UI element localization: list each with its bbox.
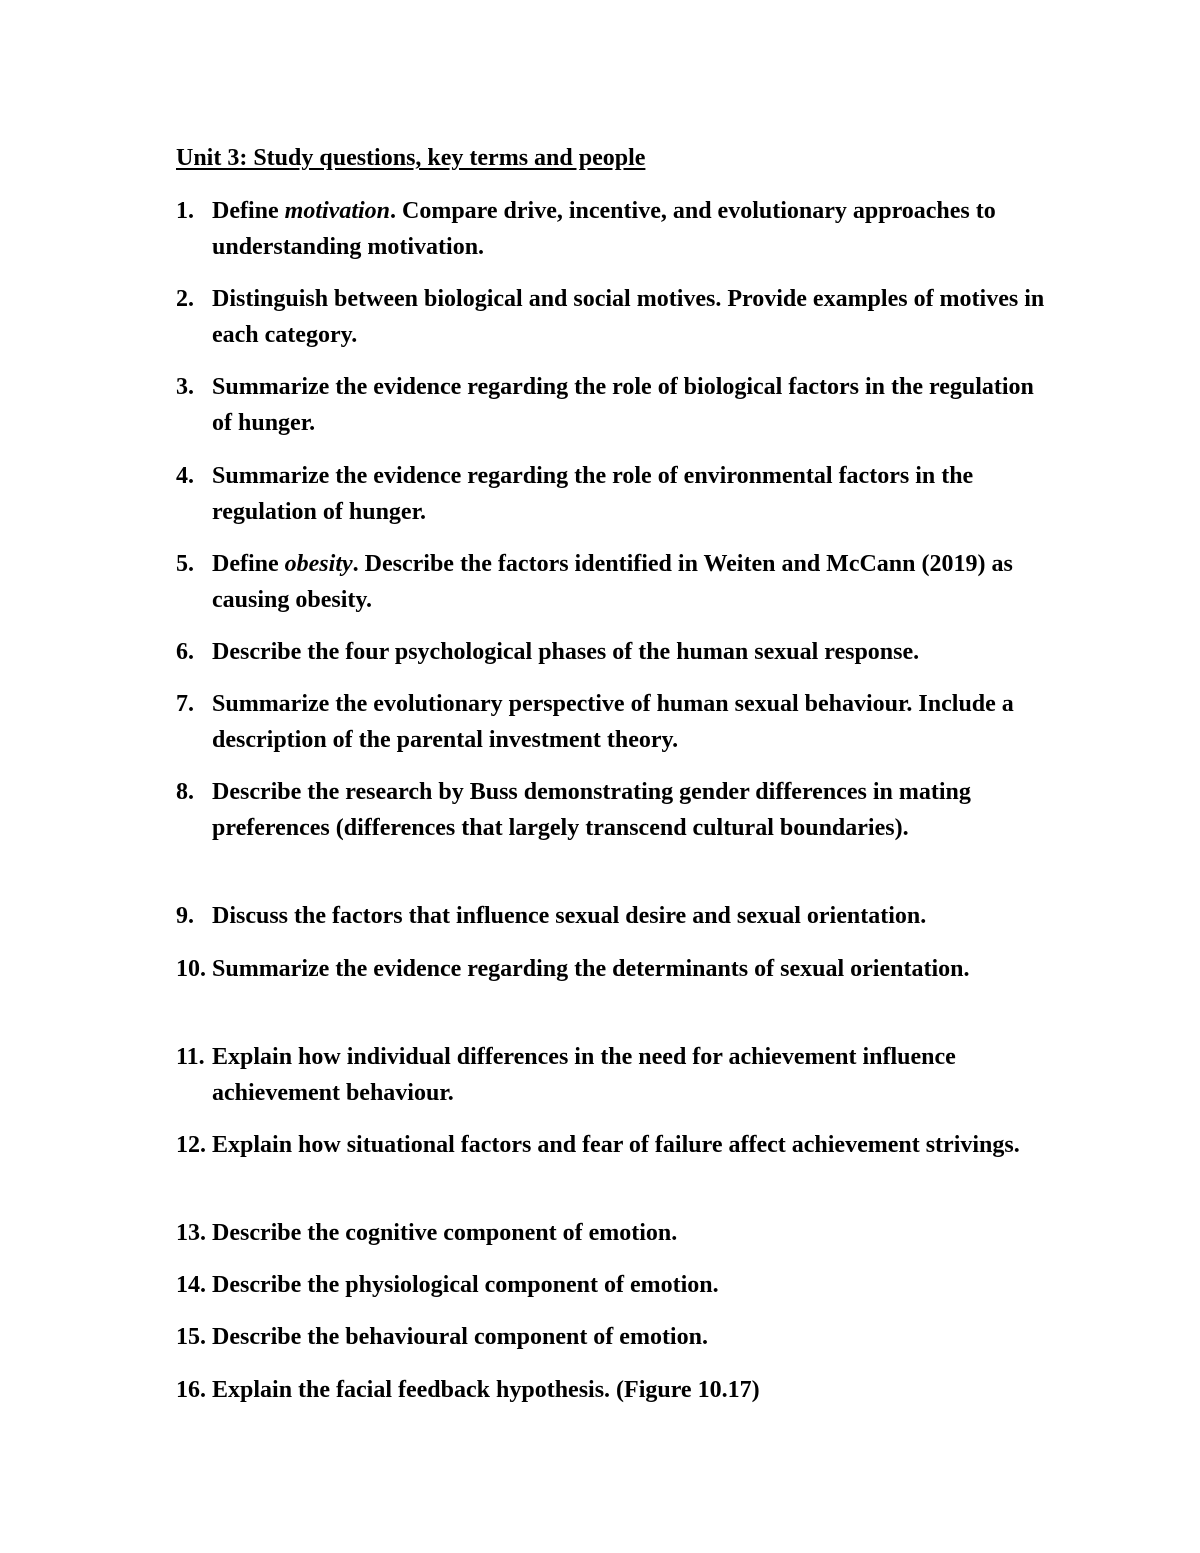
question-number: 12. bbox=[176, 1132, 206, 1158]
question-item bbox=[176, 193, 1056, 265]
question-text: Discuss the factors that influence sexual desire and sexual orientation. bbox=[212, 903, 927, 929]
question-number: 6. bbox=[176, 639, 194, 665]
question-item bbox=[176, 951, 1056, 987]
question-text: Describe the research by Buss demonstrating gender differences in mating preferences (differences that largely transcend cultural boundaries). bbox=[212, 779, 971, 841]
question-item bbox=[176, 281, 1056, 353]
question-text: Describe the four psychological phases of the human sexual response. bbox=[212, 639, 920, 665]
question-text: Summarize the evidence regarding the role of environmental factors in the regulation of hunger. bbox=[212, 463, 974, 525]
question-text: Explain the facial feedback hypothesis. (Figure 10.17) bbox=[212, 1377, 760, 1403]
question-item bbox=[176, 1215, 1056, 1251]
question-text: Explain how individual differences in the need for achievement influence achievement behaviour. bbox=[212, 1044, 956, 1106]
question-text: Summarize the evidence regarding the determinants of sexual orientation. bbox=[212, 956, 970, 982]
question-number: 16. bbox=[176, 1377, 206, 1403]
question-item bbox=[176, 1039, 1056, 1111]
question-item bbox=[176, 546, 1056, 618]
question-number: 9. bbox=[176, 903, 194, 929]
question-number: 15. bbox=[176, 1324, 206, 1350]
question-number: 1. bbox=[176, 198, 194, 224]
question-number: 5. bbox=[176, 551, 194, 577]
question-text: Describe the behavioural component of emotion. bbox=[212, 1324, 708, 1350]
question-item bbox=[176, 369, 1056, 441]
question-text: Describe the cognitive component of emotion. bbox=[212, 1220, 678, 1246]
question-item bbox=[176, 774, 1056, 846]
question-item bbox=[176, 458, 1056, 530]
question-number: 8. bbox=[176, 779, 194, 805]
question-number: 3. bbox=[176, 374, 194, 400]
question-number: 13. bbox=[176, 1220, 206, 1246]
question-number: 2. bbox=[176, 286, 194, 312]
question-item bbox=[176, 1319, 1056, 1355]
key-term: motivation bbox=[284, 198, 390, 224]
key-term: obesity bbox=[284, 551, 353, 577]
question-text: Explain how situational factors and fear of failure affect achievement strivings. bbox=[212, 1132, 1020, 1158]
question-number: 7. bbox=[176, 691, 194, 717]
question-text: Define motivation. Compare drive, incentive, and evolutionary approaches to understanding motivation. bbox=[212, 198, 996, 260]
question-item bbox=[176, 1267, 1056, 1303]
question-item bbox=[176, 1127, 1056, 1163]
question-item bbox=[176, 1372, 1056, 1408]
question-item bbox=[176, 898, 1056, 934]
question-number: 11. bbox=[176, 1044, 205, 1070]
question-number: 4. bbox=[176, 463, 194, 489]
question-text: Describe the physiological component of emotion. bbox=[212, 1272, 719, 1298]
question-text: Define obesity. Describe the factors identified in Weiten and McCann (2019) as causing obesity. bbox=[212, 551, 1013, 613]
question-text: Summarize the evolutionary perspective of human sexual behaviour. Include a description of the parental investment theory. bbox=[212, 691, 1014, 753]
question-text: Summarize the evidence regarding the role of biological factors in the regulation of hunger. bbox=[212, 374, 1034, 436]
question-text: Distinguish between biological and social motives. Provide examples of motives in each category. bbox=[212, 286, 1045, 348]
question-number: 10. bbox=[176, 956, 206, 982]
question-item bbox=[176, 634, 1056, 670]
question-item bbox=[176, 686, 1056, 758]
page-title: Unit 3: Study questions, key terms and people bbox=[176, 145, 646, 171]
question-number: 14. bbox=[176, 1272, 206, 1298]
